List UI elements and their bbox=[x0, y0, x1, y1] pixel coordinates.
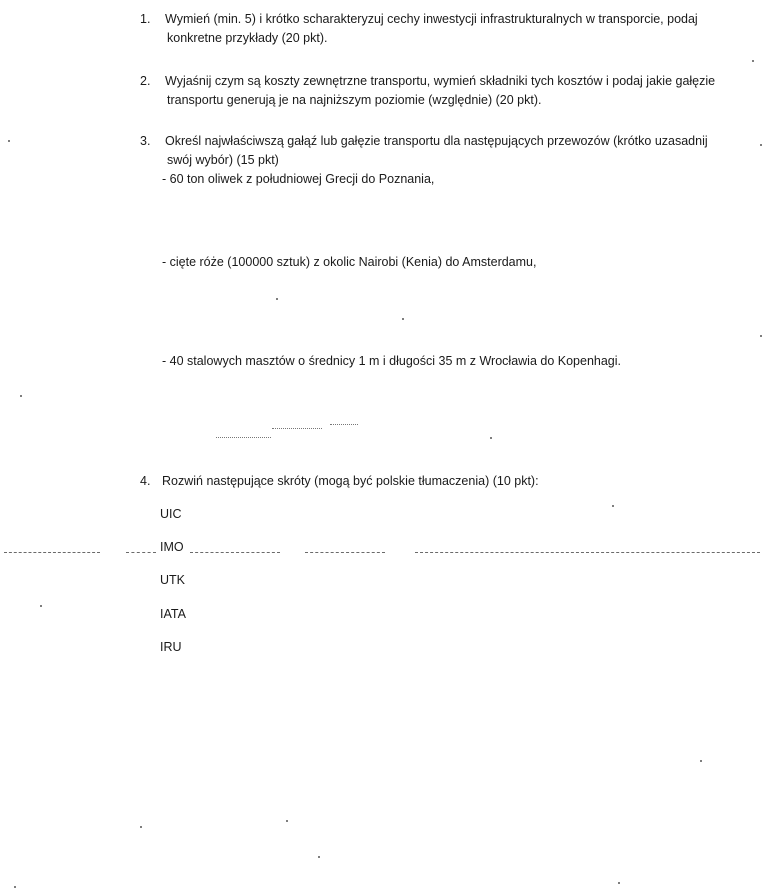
scan-speck bbox=[402, 318, 404, 320]
question-number: 2. bbox=[140, 74, 151, 88]
question-line: Wymień (min. 5) i krótko scharakteryzuj cechy inwestycji infrastrukturalnych w transporcie, podaj bbox=[165, 12, 698, 26]
question-text bbox=[165, 72, 750, 110]
scan-fold-line bbox=[415, 552, 760, 553]
scan-fold-line bbox=[190, 552, 280, 553]
abbreviation-utk: UTK bbox=[160, 573, 185, 587]
question-line: Określ najwłaściwszą gałąź lub gałęzie transportu dla następujących przewozów (krótko uzasadnij bbox=[165, 134, 708, 148]
scan-speck bbox=[490, 437, 492, 439]
scan-fold-line bbox=[126, 552, 156, 553]
scan-smudge bbox=[272, 428, 322, 429]
transport-case-roses: - cięte róże (100000 sztuk) z okolic Nairobi (Kenia) do Amsterdamu, bbox=[162, 255, 537, 269]
abbreviation-iata: IATA bbox=[160, 607, 186, 621]
abbreviation-imo: IMO bbox=[160, 540, 184, 554]
transport-case-masts: - 40 stalowych masztów o średnicy 1 m i długości 35 m z Wrocławia do Kopenhagi. bbox=[162, 354, 622, 368]
scan-speck bbox=[612, 505, 614, 507]
scan-smudge bbox=[216, 437, 271, 438]
question-line: Wyjaśnij czym są koszty zewnętrzne transportu, wymień składniki tych kosztów i podaj jakie gałęzie bbox=[165, 74, 716, 88]
scan-speck bbox=[618, 882, 620, 884]
scan-speck bbox=[14, 886, 16, 888]
scan-speck bbox=[140, 826, 142, 828]
question-text bbox=[165, 132, 750, 170]
scan-speck bbox=[760, 335, 762, 337]
question-text bbox=[162, 472, 747, 491]
scan-speck bbox=[8, 140, 10, 142]
transport-case-olives: - 60 ton oliwek z południowej Grecji do Poznania, bbox=[162, 172, 435, 186]
abbreviation-iru: IRU bbox=[160, 640, 182, 654]
scan-speck bbox=[760, 144, 762, 146]
question-number: 3. bbox=[140, 134, 151, 148]
question-number: 4. bbox=[140, 474, 151, 488]
scan-speck bbox=[40, 605, 42, 607]
scan-speck bbox=[286, 820, 288, 822]
scan-speck bbox=[20, 395, 22, 397]
scan-fold-line bbox=[305, 552, 385, 553]
scan-fold-line bbox=[4, 552, 100, 553]
question-number: 1. bbox=[140, 12, 151, 26]
abbreviation-uic: UIC bbox=[160, 507, 182, 521]
scan-speck bbox=[276, 298, 278, 300]
question-text bbox=[165, 10, 750, 48]
question-line: swój wybór) (15 pkt) bbox=[167, 153, 279, 167]
scan-speck bbox=[318, 856, 320, 858]
scan-speck bbox=[700, 760, 702, 762]
question-line: transportu generują je na najniższym poziomie (względnie) (20 pkt). bbox=[167, 93, 542, 107]
question-line: Rozwiń następujące skróty (mogą być polskie tłumaczenia) (10 pkt): bbox=[162, 474, 539, 488]
scan-speck bbox=[752, 60, 754, 62]
question-line: konkretne przykłady (20 pkt). bbox=[167, 31, 328, 45]
scan-smudge bbox=[330, 424, 358, 425]
